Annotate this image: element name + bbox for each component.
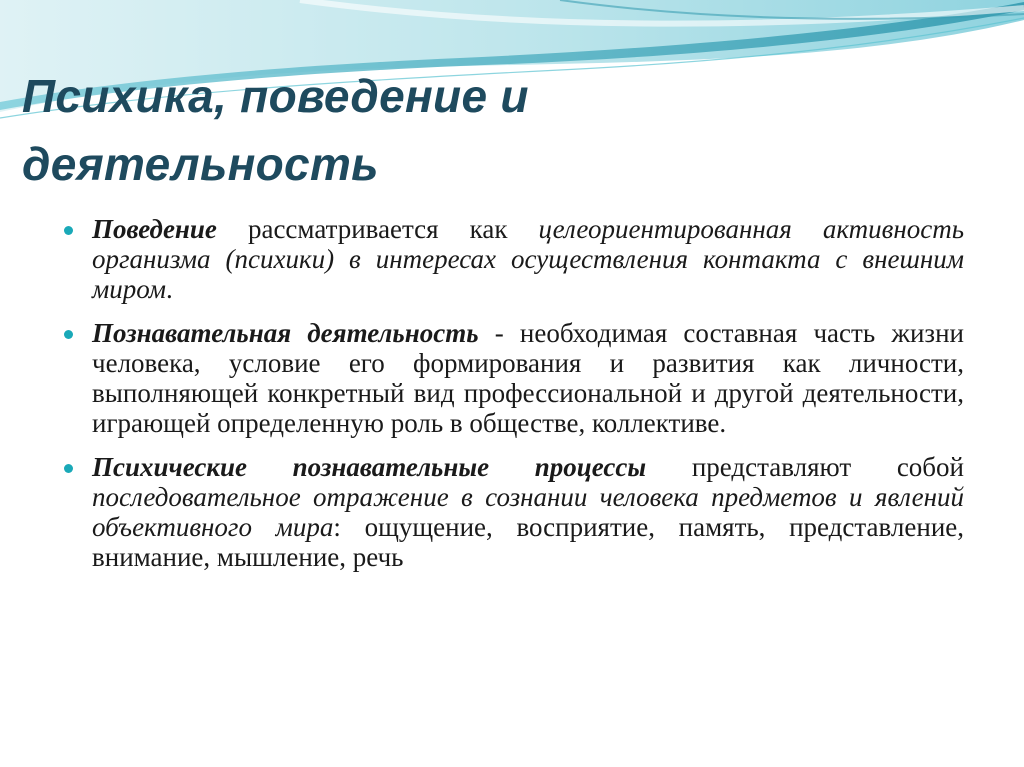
- bullet-item-mental-processes: [64, 452, 964, 572]
- bullet-item-behavior: [64, 214, 964, 304]
- bullet-text: - необходимая составная часть жизни человека, условие его формирования и развития как личности, выполняющей конкретный вид профессиональной и другой деятельности, играющей определенную роль в обществе, коллективе.: [92, 318, 964, 438]
- bullet-text: представляют собой: [646, 452, 964, 482]
- bullet-end: .: [165, 274, 173, 304]
- slide-title: Психика, поведение и деятельность: [22, 70, 529, 190]
- bullet-dot-icon: [64, 226, 73, 235]
- bullet-item-cognitive-activity: [64, 318, 964, 438]
- bullet-dot-icon: [64, 330, 73, 339]
- bullet-end: : ощущение, восприятие, память, представление, внимание, мышление, речь: [92, 512, 965, 572]
- bullet-term: Поведение: [92, 214, 217, 244]
- bullet-list: [64, 214, 964, 586]
- bullet-definition: последовательное отражение в сознании человека предметов и явлений объективного мира: [92, 482, 964, 542]
- bullet-text: рассматривается как: [216, 214, 539, 244]
- bullet-term: Познавательная деятельность: [92, 318, 479, 348]
- bullet-term: Психические познавательные процессы: [92, 452, 647, 482]
- bullet-definition: целеориентированная активность организма (психики) в интересах осуществления контакта с внешним миром: [92, 214, 964, 304]
- bullet-dot-icon: [64, 464, 73, 473]
